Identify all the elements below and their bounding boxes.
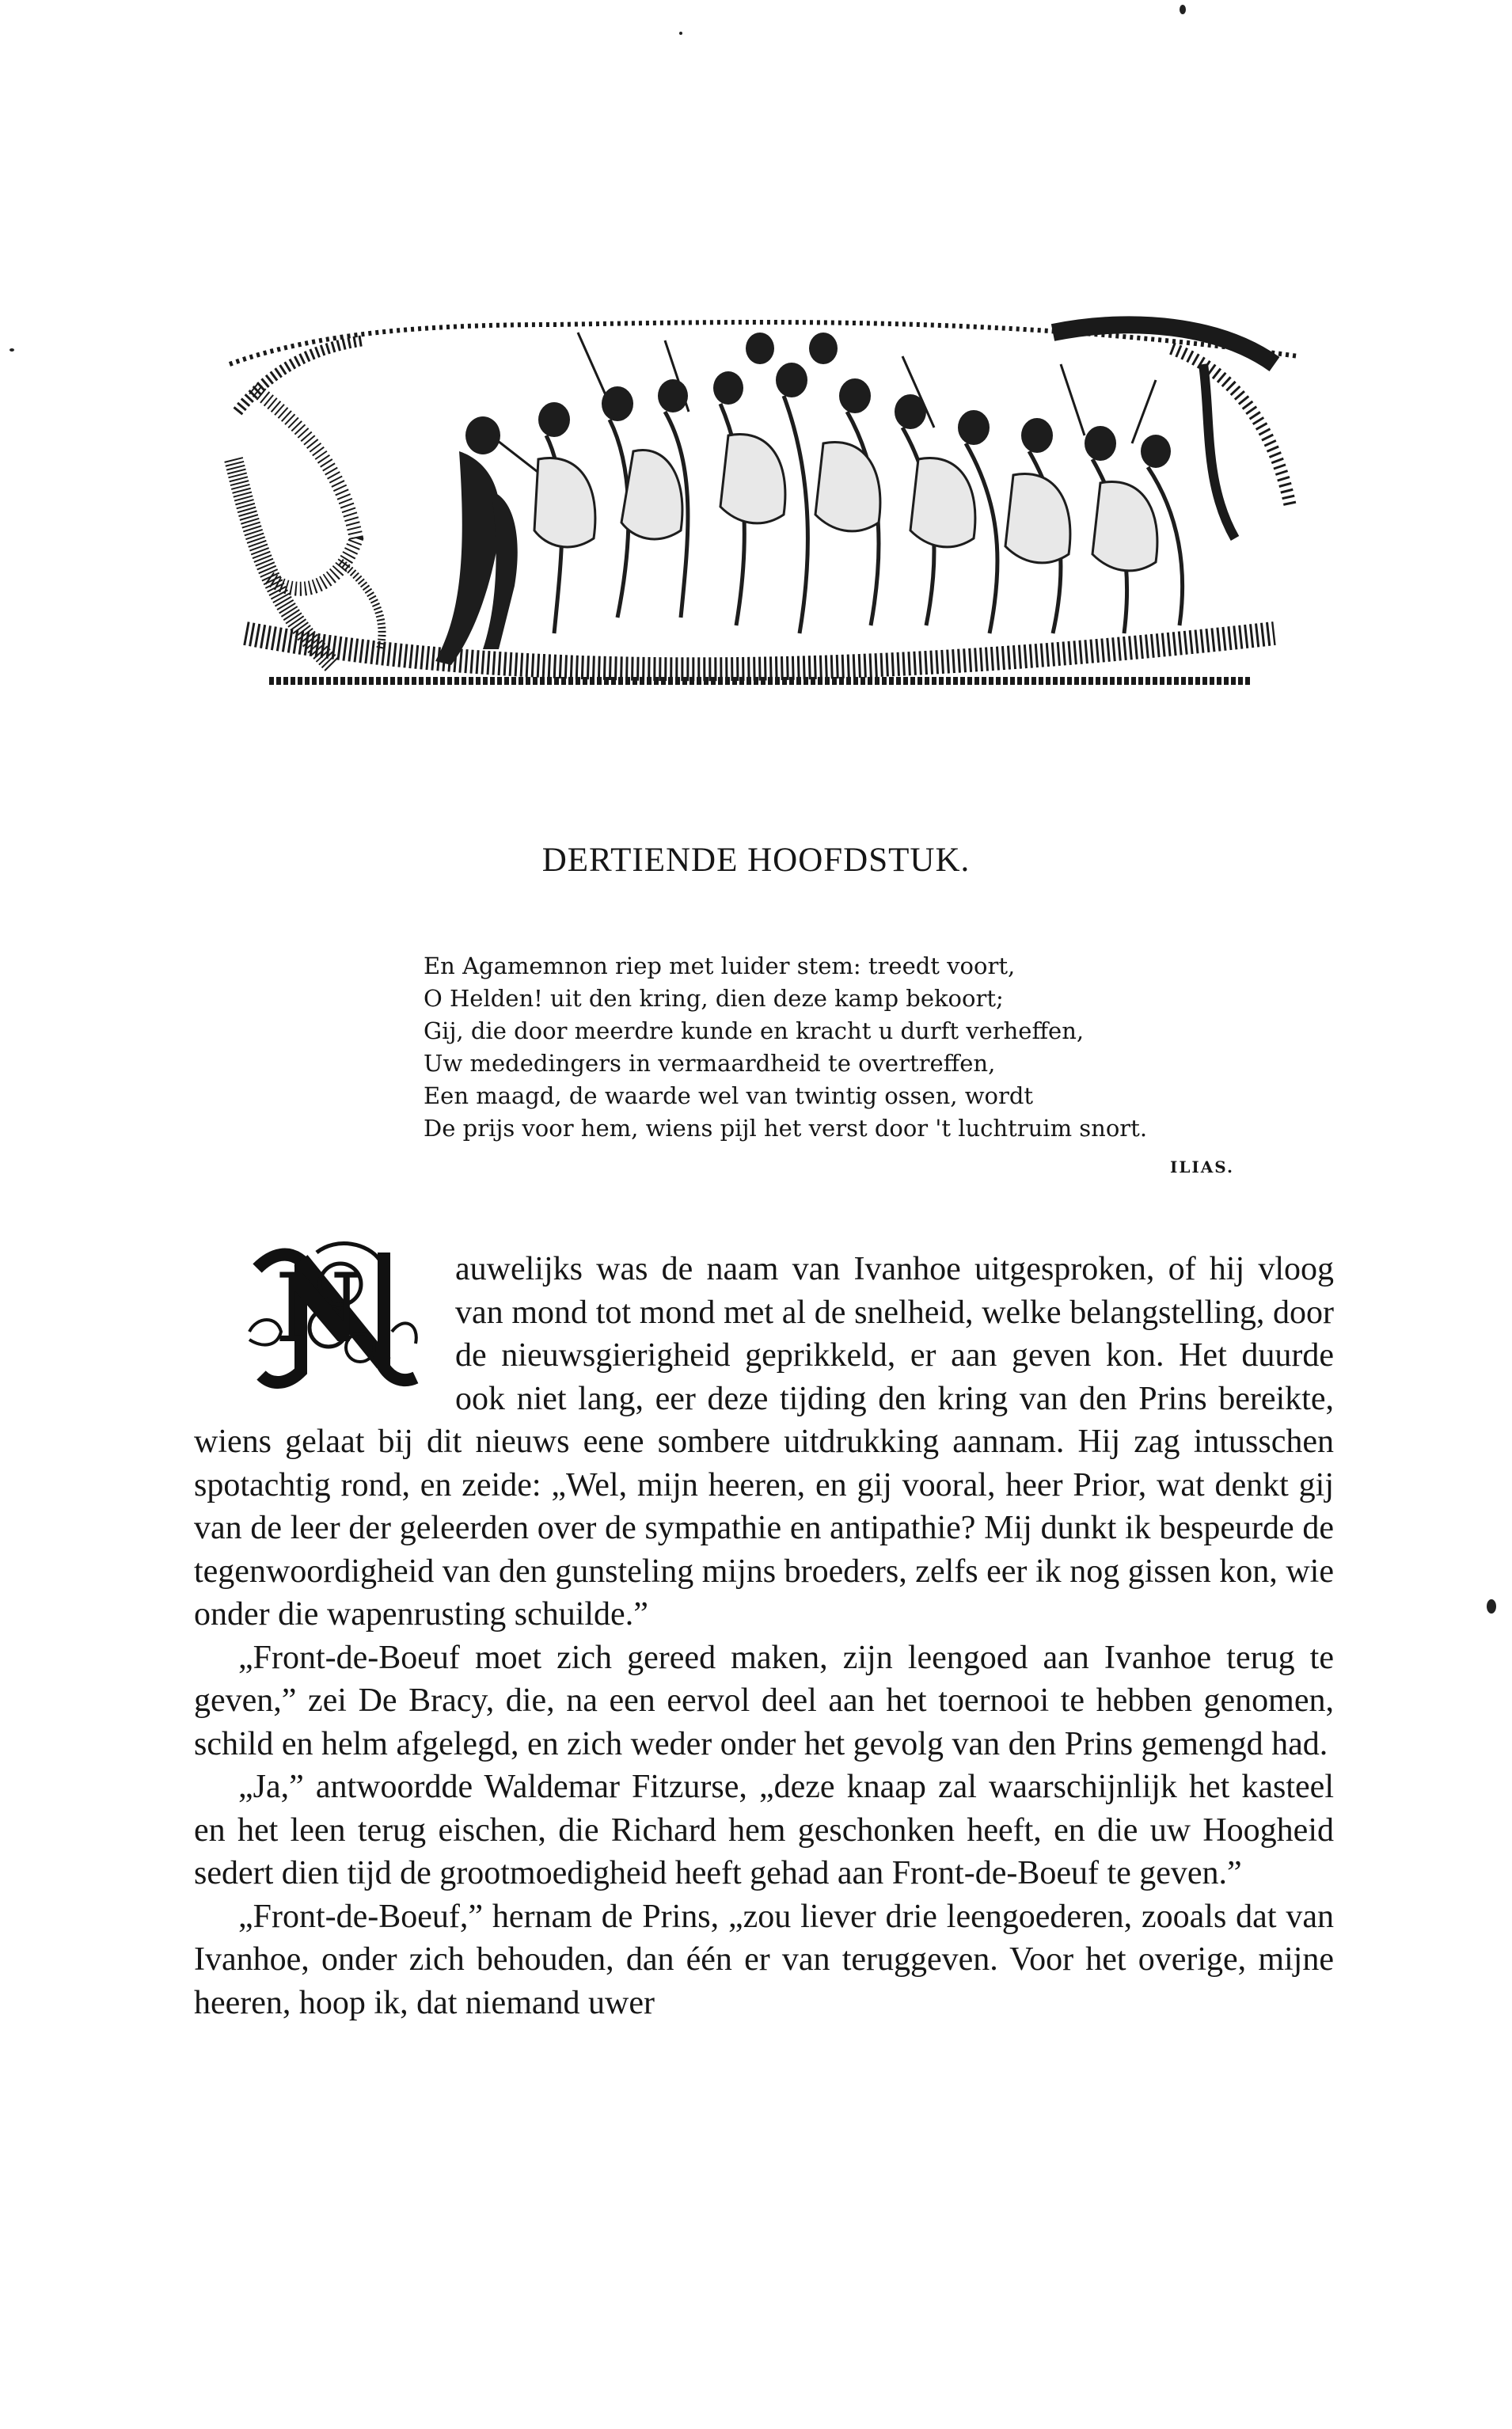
paragraph: „Ja,” antwoordde Waldemar Fitzurse, „deze knaap zal waarschijnlijk het kasteel en het leen terug eischen, die Richard hem geschonken heeft, en die uw Hoogheid sedert dien tijd de grootmoedigheid heeft gehad aan Front-de-Boeuf te geven.”: [194, 1769, 1334, 1891]
initial-letter: N: [275, 1253, 363, 1364]
body-text: [194, 1248, 1334, 2024]
paragraph: „Front-de-Boeuf,” hernam de Prins, „zou liever drie leengoederen, zooals dat van Ivanhoe, onder zich behouden, dan één er van teruggeven. Voor het overige, mijne heeren, hoop ik, dat niemand uwer: [194, 1898, 1334, 2021]
chapter-title: DERTIENDE HOOFDSTUK.: [541, 842, 971, 879]
epigraph-line: De prijs voor hem, wiens pijl het verst door 't luchtruim snort.: [424, 1115, 1148, 1142]
initial-spacer: [194, 1248, 455, 1417]
ink-speck: [1180, 5, 1186, 14]
epigraph-line: O Helden! uit den kring, dien deze kamp bekoort;: [424, 985, 1004, 1012]
epigraph-line: Gij, die door meerdre kunde en kracht u durft verheffen,: [424, 1017, 1085, 1044]
paragraph: „Front-de-Boeuf moet zich gereed maken, zijn leengoed aan Ivanhoe terug te geven,” zei De Bracy, die, na een eervol deel aan het toernooi te hebben genomen, schild en helm afgelegd, en zich weder onder het gevolg van den Prins gemengd had.: [194, 1639, 1334, 1762]
paragraph: [194, 1248, 1334, 1636]
epigraph: [424, 950, 1310, 1145]
epigraph-line: En Agamemnon riep met luider stem: treedt voort,: [424, 952, 1016, 979]
paragraph-text: auwelijks was de naam van Ivanhoe uitgesproken, of hij vloog van mond tot mond met al de snelheid, welke belangstelling, door de nieuwsgierigheid geprikkeld, er aan geven kon. Het duurde ook niet lang, eer deze tijding den kring van den Prins bereikte, wiens gelaat bij dit nieuws eene sombere uitdrukking aannam. Hij zag intusschen spotachtig rond, en zeide: „Wel, mijn heeren, en gij vooral, heer Prior, wat denkt gij van de leer der geleerden over de sympathie en antipathie? Mij dunkt ik bespeurde de tegenwoordigheid van den gunsteling mijns broeders, zelfs eer ik nog gissen kon, wie onder die wapenrusting schuilde.”: [194, 1251, 1334, 1633]
epigraph-line: Een maagd, de waarde wel van twintig ossen, wordt: [424, 1082, 1034, 1109]
epigraph-line: Uw mededingers in vermaardheid te overtreffen,: [424, 1050, 996, 1077]
ink-speck: [9, 348, 14, 352]
ink-speck: [679, 32, 682, 35]
chapter-illustration: [222, 301, 1306, 697]
ink-speck: [1487, 1599, 1496, 1614]
epigraph-source: ILIAS.: [1170, 1157, 1234, 1176]
